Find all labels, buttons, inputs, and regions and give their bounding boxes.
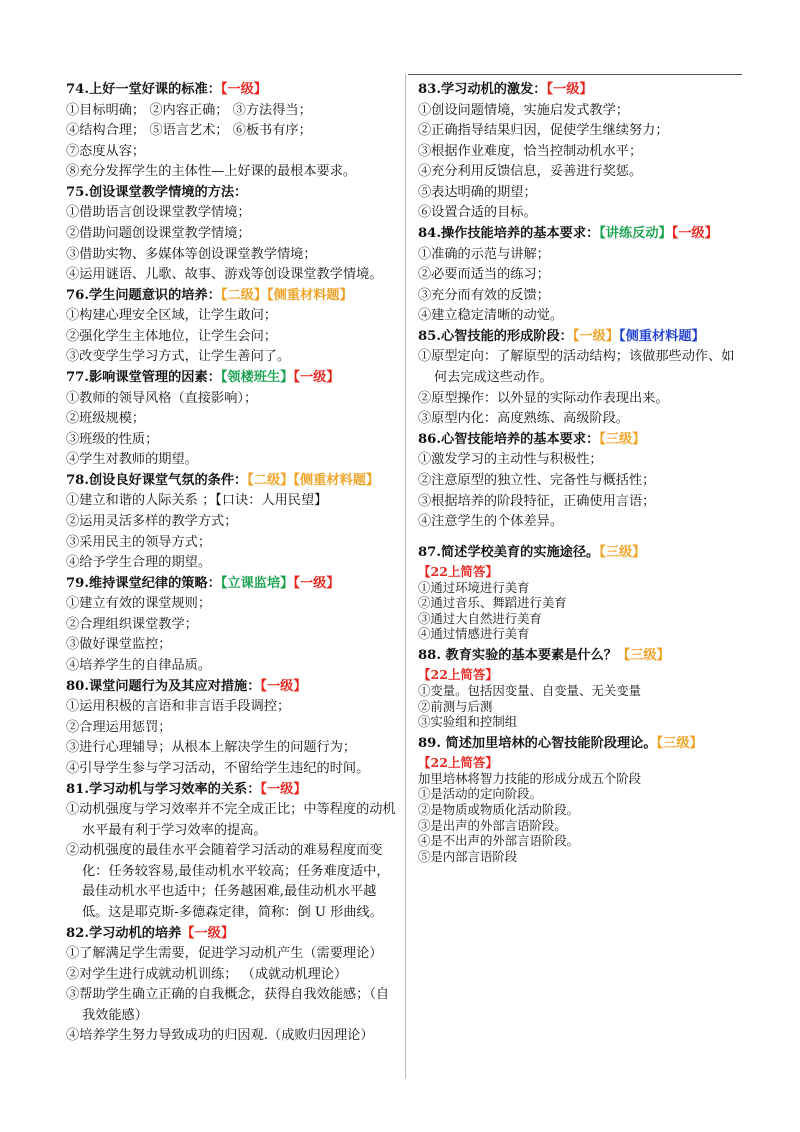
list-item: ④是不出声的外部言语阶段。 xyxy=(418,833,580,849)
list-item: ①目标明确； ②内容正确； ③方法得当； xyxy=(66,102,312,118)
list-item: ③原型内化：高度熟练、高级阶段。 xyxy=(418,411,629,427)
section-title xyxy=(418,646,742,666)
list-item: ②合理运用惩罚； xyxy=(66,719,172,735)
section-title-text: 83.学习动机的激发： xyxy=(418,82,547,97)
list-item: ③借助实物、多媒体等创设课堂教学情境； xyxy=(66,246,317,262)
section xyxy=(66,286,402,368)
list-item: ①教师的领导风格（直接影响）； xyxy=(66,390,258,406)
section-title xyxy=(418,80,742,101)
list-item: ③通过大自然进行美育 xyxy=(418,610,542,626)
level-tag: 【一级】 xyxy=(293,575,340,591)
section xyxy=(418,430,742,533)
list-item: ②注意原型的独立性、完备性与概括性； xyxy=(418,472,656,488)
list-item: ⑧充分发挥学生的主体性—上好课的最根本要求。 xyxy=(66,164,357,180)
list-item: ④给予学生合理的期望。 xyxy=(66,555,212,571)
section-title xyxy=(66,924,402,945)
section xyxy=(418,646,742,730)
list-item: ②必要而适当的练习； xyxy=(418,267,550,283)
list-item: ⑤表达明确的期望； xyxy=(418,184,537,200)
list-item: ①准确的示范与讲解； xyxy=(418,246,550,262)
level-tag: 【侧重材料题】 xyxy=(266,287,353,303)
list-item: ①变量。包括因变量、自变量、无关变量 xyxy=(418,683,642,699)
section xyxy=(418,734,742,865)
list-item: ④运用谜语、儿歌、故事、游戏等创设课堂教学情境。 xyxy=(66,267,383,283)
section-title-text: 79.维持课堂纪律的策略： xyxy=(66,575,221,591)
exam-tag: 【22上简答】 xyxy=(418,563,498,579)
section-title-text: 75.创设课堂教学情境的方法： xyxy=(66,184,248,200)
list-item: ①通过环境进行美育 xyxy=(418,579,530,595)
section-title xyxy=(418,734,742,754)
column-divider xyxy=(405,74,406,1079)
list-item: ③根据作业难度，恰当控制动机水平； xyxy=(418,143,643,159)
list-item: ①建立和谐的人际关系 ；【口诀：人用民望】 xyxy=(66,493,328,509)
level-tag: 【立课监培】 xyxy=(220,575,294,591)
section-title xyxy=(66,286,402,307)
level-tag: 【讲练反动】 xyxy=(599,226,672,242)
right-column xyxy=(418,80,742,868)
list-item: ③充分而有效的反馈； xyxy=(418,287,550,303)
list-item: ④结构合理； ⑤语言艺术； ⑥板书有序； xyxy=(66,123,312,139)
list-item: ②原型操作：以外显的实际动作表现出来。 xyxy=(418,390,669,406)
section-title xyxy=(66,368,402,389)
list-item: ④引导学生参与学习活动，不留给学生违纪的时间。 xyxy=(66,760,370,776)
section-title xyxy=(66,183,402,204)
top-rule xyxy=(408,74,742,75)
list-item: ④注意学生的个体差异。 xyxy=(418,514,564,530)
list-item: ②前测与后测 xyxy=(418,698,493,714)
section xyxy=(418,80,742,224)
list-item: ③进行心理辅导；从根本上解决学生的问题行为； xyxy=(66,740,357,756)
level-tag: 【三级】 xyxy=(599,544,646,560)
level-tag: 【领楼班生】 xyxy=(220,370,294,386)
section-title-text: 87.简述学校美育的实施途径。 xyxy=(418,544,600,560)
list-item: ①激发学习的主动性与积极性； xyxy=(418,452,603,468)
level-tag: 【一级】 xyxy=(181,925,235,941)
section-title-text: 78.创设良好课堂气氛的条件： xyxy=(66,472,248,488)
list-item: ①动机强度与学习效率并不完全成正比；中等程度的动机水平最有利于学习效率的提高。 xyxy=(66,802,396,838)
section-title xyxy=(418,543,742,563)
section-title-text: 89. 简述加里培林的心智技能阶段理论。 xyxy=(418,735,657,751)
section xyxy=(66,368,402,471)
list-item: ③采用民主的领导方式； xyxy=(66,534,212,550)
section-title xyxy=(66,80,402,101)
list-item: ②动机强度的最佳水平会随着学习活动的难易程度而变化：任务较容易,最佳动机水平较高；任务难度适中，最佳动机水平也适中；任务越困难,最佳动机水平越低。这是耶克斯-多德森定律，简称：倒 U 形曲线。 xyxy=(66,843,390,920)
section-title xyxy=(66,471,402,492)
list-item: ③根据培养的阶段特征，正确使用言语； xyxy=(418,493,656,509)
list-item: ①运用积极的言语和非言语手段调控； xyxy=(66,699,291,715)
list-item: ⑤是内部言语阶段 xyxy=(418,848,518,864)
section-title-text: 77.影响课堂管理的因素： xyxy=(66,370,221,386)
list-item: ②正确指导结果归因，促使学生继续努力； xyxy=(418,123,669,139)
list-item: ①原型定向：了解原型的活动结构；该做那些动作、如何去完成这些动作。 xyxy=(418,349,735,386)
list-item: ⑥设置合适的目标。 xyxy=(418,205,537,221)
list-item: ④通过情感进行美育 xyxy=(418,626,530,642)
list-item: ③是出声的外部言语阶段。 xyxy=(418,817,567,833)
level-tag: 【一级】 xyxy=(260,781,307,797)
list-item: ②强化学生主体地位，让学生会问； xyxy=(66,328,277,344)
list-item: ②合理组织课堂教学； xyxy=(66,616,198,632)
section xyxy=(66,80,402,183)
level-tag: 【二级】 xyxy=(220,287,267,303)
list-item: ②对学生进行成就动机训练； （成就动机理论） xyxy=(66,966,348,982)
section-title-text: 86.心智技能培养的基本要求： xyxy=(418,431,600,447)
list-item: ④培养学生努力导致成功的归因观.（成败归因理论） xyxy=(66,1028,374,1044)
section xyxy=(418,327,742,430)
section-title-text: 80.课堂问题行为及其应对措施： xyxy=(66,678,261,694)
section xyxy=(66,574,402,677)
section-title-text: 82.学习动机的培养 xyxy=(66,925,182,941)
list-item: ②班级规模； xyxy=(66,411,146,427)
level-tag: 【一级】 xyxy=(572,328,619,344)
list-item: ②是物质或物质化活动阶段。 xyxy=(418,802,580,818)
level-tag: 【三级】 xyxy=(599,431,646,447)
list-item: ③班级的性质； xyxy=(66,431,159,447)
list-item: ①建立有效的课堂规则； xyxy=(66,596,212,612)
list-item: ①借助语言创设课堂教学情境； xyxy=(66,205,251,221)
level-tag: 【二级】 xyxy=(247,472,294,488)
section-title-text: 84.操作技能培养的基本要求： xyxy=(418,226,600,242)
section-title xyxy=(418,430,742,451)
section-title xyxy=(66,677,402,698)
section-title-text: 74.上好一堂好课的标准： xyxy=(66,82,221,97)
section-title-text: 81.学习动机与学习效率的关系： xyxy=(66,781,261,797)
list-item: ③实验组和控制组 xyxy=(418,714,518,730)
list-item: ③帮助学生确立正确的自我概念，获得自我效能感；（自我效能感） xyxy=(66,987,390,1023)
level-tag: 【一级】 xyxy=(220,82,267,97)
section-title xyxy=(66,780,402,801)
list-item: ①了解满足学生需要，促进学习动机产生（需要理论） xyxy=(66,946,383,962)
list-item: ②借助问题创设课堂教学情境； xyxy=(66,225,251,241)
section-title xyxy=(66,574,402,595)
section-title-text: 76.学生问题意识的培养： xyxy=(66,287,221,303)
list-item: ①构建心理安全区域，让学生敢问； xyxy=(66,308,277,324)
section-title-text: 88. 教育实验的基本要素是什么？ xyxy=(418,648,617,664)
level-tag: 【一级】 xyxy=(546,82,593,97)
level-tag: 【侧重材料题】 xyxy=(293,472,380,488)
section xyxy=(66,924,402,1047)
section xyxy=(66,677,402,780)
section-title-text: 85.心智技能的形成阶段： xyxy=(418,328,573,344)
list-item: ①创设问题情境，实施启发式教学； xyxy=(418,102,629,118)
section-title xyxy=(418,327,742,348)
section-title xyxy=(418,224,742,245)
section xyxy=(418,543,742,642)
list-item: ①是活动的定向阶段。 xyxy=(418,786,542,802)
list-item: ③做好课堂监控； xyxy=(66,637,172,653)
level-tag: 【三级】 xyxy=(656,735,703,751)
spacer xyxy=(418,533,742,543)
list-item: 加里培林将智力技能的形成分成五个阶段 xyxy=(418,770,642,786)
section xyxy=(418,224,742,327)
level-tag: 【一级】 xyxy=(260,678,307,694)
list-item: ③改变学生学习方式，让学生善问了。 xyxy=(66,349,291,365)
level-tag: 【侧重材料题】 xyxy=(618,328,705,344)
section xyxy=(66,780,402,924)
level-tag: 【一级】 xyxy=(293,370,340,386)
list-item: ④充分利用反馈信息，妥善进行奖惩。 xyxy=(418,164,643,180)
spacer xyxy=(418,864,742,868)
exam-tag: 【22上简答】 xyxy=(418,667,498,683)
list-item: ④培养学生的自律品质。 xyxy=(66,658,212,674)
list-item: ④建立稳定清晰的动觉。 xyxy=(418,308,564,324)
list-item: ②通过音乐、舞蹈进行美育 xyxy=(418,595,567,611)
left-column xyxy=(66,80,402,1047)
section xyxy=(66,183,402,286)
list-item: ②运用灵活多样的教学方式； xyxy=(66,514,238,529)
list-item: ⑦态度从容； xyxy=(66,143,146,159)
level-tag: 【一级】 xyxy=(671,226,718,242)
section xyxy=(66,471,402,574)
list-item: ④学生对教师的期望。 xyxy=(66,452,198,468)
level-tag: 【三级】 xyxy=(616,648,670,664)
exam-tag: 【22上简答】 xyxy=(418,754,498,770)
